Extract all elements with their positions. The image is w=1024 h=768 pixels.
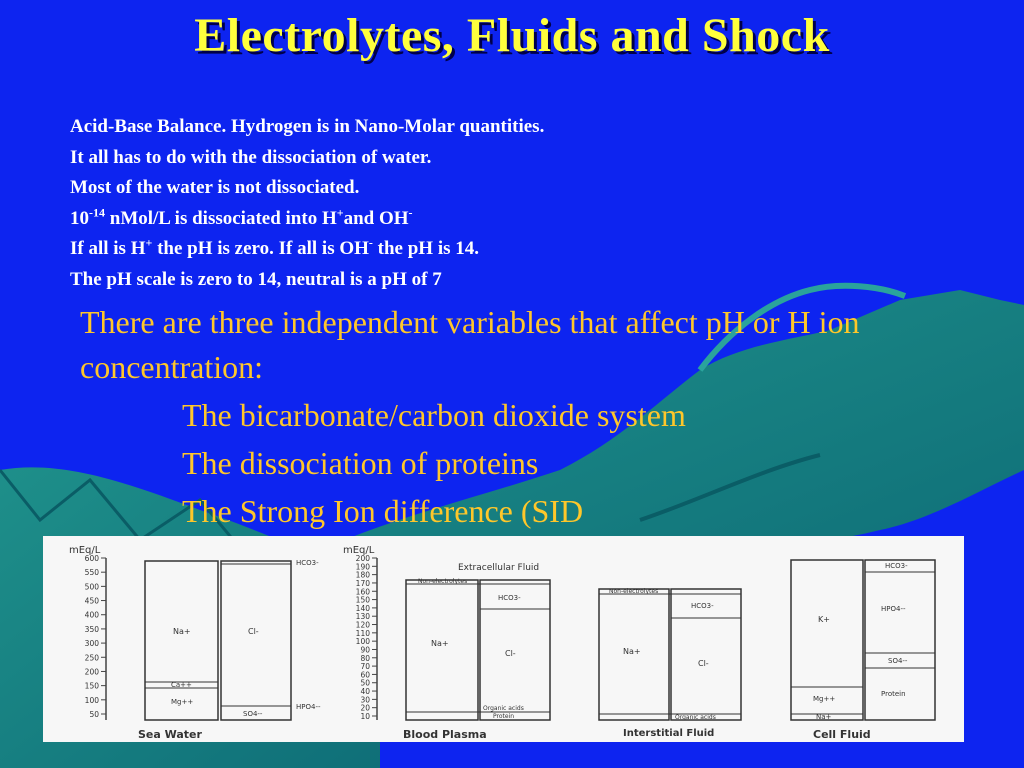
axis-tick-label: 60: [360, 670, 370, 680]
variable-proteins: The dissociation of proteins: [182, 445, 539, 481]
axis-tick-label: 50: [360, 678, 370, 688]
fact-superscript: -: [408, 205, 413, 220]
axis-tick-label: 600: [84, 554, 99, 563]
seawater-anion-column: [221, 561, 291, 720]
axis-tick-label: 70: [360, 662, 370, 672]
fact-line: [70, 265, 544, 296]
cell-hpo4-label: HPO4--: [881, 605, 906, 613]
fact-superscript: +: [336, 205, 344, 220]
fact-line: [70, 143, 544, 174]
axis-tick-label: 50: [89, 710, 99, 719]
seawater-mg-label: Mg++: [171, 698, 194, 706]
fact-text: The pH scale is zero to 14, neutral is a pH of 7: [70, 268, 442, 290]
cell-hco3-label: HCO3-: [885, 562, 908, 570]
fact-line: [70, 234, 544, 265]
axis-tick-label: 90: [360, 645, 370, 655]
fact-line: [70, 173, 544, 204]
left-axis-ticks: [85, 554, 106, 719]
fact-superscript: +: [145, 235, 153, 250]
axis-tick-label: 190: [355, 562, 370, 572]
axis-tick-label: 30: [360, 695, 370, 705]
interstitial-head-label: Non-electrolytes: [609, 588, 659, 595]
cell-cation-label: K+: [818, 615, 830, 624]
fact-text: nMol/L is dissociated into H: [105, 207, 337, 229]
axis-tick-label: 110: [355, 628, 370, 638]
fact-text: Acid-Base Balance. Hydrogen is in Nano-Molar quantities.: [70, 116, 545, 137]
axis-tick-label: 550: [84, 568, 99, 578]
cell-na-label: Na+: [816, 713, 832, 721]
axis-tick-label: 250: [84, 653, 99, 663]
axis-tick-label: 150: [84, 681, 99, 691]
axis-tick-label: 140: [355, 603, 370, 613]
electrolyte-composition-figure: [43, 536, 964, 742]
axis-tick-label: 100: [355, 637, 370, 647]
axis-tick-label: 150: [355, 595, 370, 605]
slide-title: Electrolytes, Fluids and Shock: [194, 9, 830, 62]
seawater-cation-column: [145, 561, 218, 720]
axis-tick-label: 20: [360, 703, 370, 713]
axis-tick-label: 40: [360, 687, 370, 697]
axis-tick-label: 400: [84, 610, 99, 620]
cell-mg-label: Mg++: [813, 695, 836, 703]
axis-tick-label: 80: [360, 653, 370, 663]
axis-tick-label: 100: [84, 695, 99, 705]
interstitial-cation-label: Na+: [623, 647, 641, 656]
axis-tick-label: 180: [355, 570, 370, 580]
axis-tick-label: 200: [84, 667, 99, 677]
axis-tick-label: 10: [360, 712, 370, 721]
axis-tick-label: 450: [84, 596, 99, 606]
fact-line: [70, 112, 544, 143]
plasma-organic-label: Organic acids: [483, 705, 524, 712]
fact-line: [70, 204, 544, 235]
interstitial-organic-label: Organic acids: [675, 714, 716, 721]
cell-so4-label: SO4--: [888, 657, 908, 665]
fact-text: If all is H: [70, 238, 146, 259]
axis-tick-label: 130: [355, 612, 370, 622]
fact-text: the pH is 14.: [372, 238, 479, 259]
acid-base-facts: [70, 112, 544, 295]
right-axis-ticks: [356, 554, 377, 721]
independent-variables-intro: There are three independent variables that affect pH or H ion concentration:: [80, 304, 860, 385]
axis-tick-label: 170: [355, 578, 370, 588]
fact-text: Most of the water is not dissociated.: [70, 177, 360, 198]
variable-strong-ion-difference: The Strong Ion difference (SID: [182, 493, 584, 529]
seawater-caption: Sea Water: [138, 728, 202, 741]
extracellular-title: Extracellular Fluid: [458, 563, 540, 573]
plasma-caption: Blood Plasma: [403, 728, 487, 741]
plasma-hco3-label: HCO3-: [498, 594, 521, 602]
axis-tick-label: 200: [355, 554, 370, 563]
interstitial-hco3-label: HCO3-: [691, 602, 714, 610]
cell-protein-label: Protein: [881, 690, 906, 698]
plasma-cation-label: Na+: [431, 639, 449, 648]
fact-text: and OH: [343, 207, 409, 229]
plasma-protein-label: Protein: [493, 713, 515, 720]
fact-superscript: -14: [89, 205, 105, 220]
seawater-cl-label: Cl-: [248, 627, 259, 636]
axis-tick-label: 160: [355, 587, 370, 597]
cell-caption: Cell Fluid: [813, 728, 871, 741]
axis-tick-label: 300: [84, 639, 99, 649]
interstitial-caption: Interstitial Fluid: [623, 728, 715, 739]
fact-text: 10: [70, 207, 89, 229]
seawater-hpo4-label: HPO4--: [296, 703, 321, 711]
seawater-na-label: Na+: [173, 627, 191, 636]
plasma-cl-label: Cl-: [505, 649, 516, 658]
right-unit-label: mEq/L: [343, 545, 375, 556]
fact-text: the pH is zero. If all is OH: [152, 238, 369, 259]
left-unit-label: mEq/L: [69, 545, 101, 556]
variable-bicarbonate: The bicarbonate/carbon dioxide system: [182, 397, 686, 433]
seawater-ca-label: Ca++: [171, 681, 192, 689]
fact-text: It all has to do with the dissociation of water.: [70, 146, 432, 168]
plasma-head-label: Non-electrolytes: [418, 578, 468, 585]
fact-superscript: -: [368, 235, 373, 250]
axis-tick-label: 120: [355, 620, 370, 630]
seawater-hco3-label: HCO3-: [296, 559, 319, 567]
axis-tick-label: 350: [84, 624, 99, 634]
seawater-so4-label: SO4--: [243, 710, 263, 718]
axis-tick-label: 500: [84, 582, 99, 592]
interstitial-cl-label: Cl-: [698, 659, 709, 668]
